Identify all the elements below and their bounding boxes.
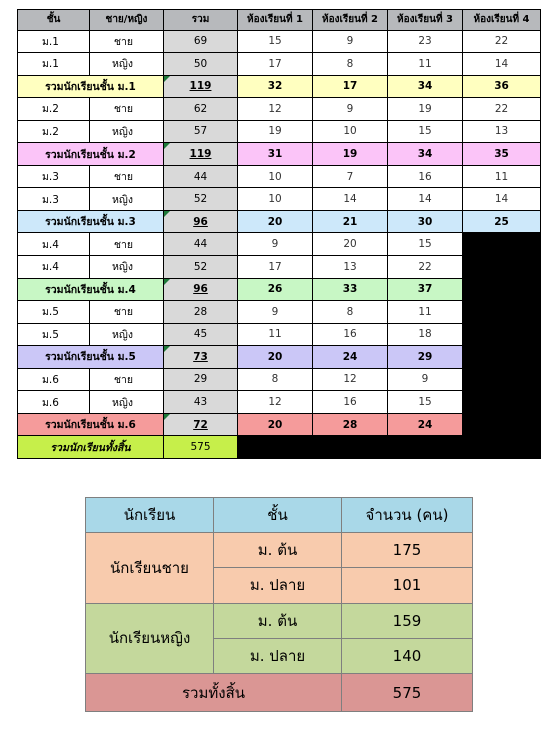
table-cell [463, 301, 541, 324]
summary-boys-label: นักเรียนชาย [86, 533, 214, 604]
table-cell: 19 [388, 98, 463, 121]
table-cell: 16 [388, 165, 463, 188]
column-header: ห้องเรียนที่ 2 [313, 10, 388, 31]
table-cell: 8 [313, 53, 388, 76]
grade-total-label: รวมนักเรียนชั้น ม.2 [18, 143, 164, 166]
table-cell: 10 [313, 120, 388, 143]
table-cell [463, 255, 541, 278]
table-cell: 9 [388, 368, 463, 391]
table-cell: ชาย [90, 233, 164, 256]
summary-header-count: จำนวน (คน) [342, 498, 473, 533]
summary-count: 175 [342, 533, 473, 568]
summary-row-girls-lower [86, 603, 473, 638]
table-row [18, 188, 541, 211]
table-cell: 12 [238, 391, 313, 414]
table-cell: 12 [313, 368, 388, 391]
table-cell: 19 [313, 143, 388, 166]
grade-total-value: 73 [164, 346, 238, 369]
table-cell: 9 [238, 233, 313, 256]
table-row [18, 391, 541, 414]
table-cell: 26 [238, 278, 313, 301]
table-cell: หญิง [90, 323, 164, 346]
summary-girls-label: นักเรียนหญิง [86, 603, 214, 674]
table-cell: ชาย [90, 98, 164, 121]
column-header: ห้องเรียนที่ 4 [463, 10, 541, 31]
table-cell: หญิง [90, 120, 164, 143]
table-cell: 17 [313, 75, 388, 98]
table-cell: 44 [164, 233, 238, 256]
table-cell: ม.4 [18, 255, 90, 278]
table-row [18, 368, 541, 391]
summary-level: ม. ปลาย [214, 568, 342, 603]
table-row [18, 301, 541, 324]
table-cell [463, 278, 541, 301]
table-cell: 34 [388, 143, 463, 166]
table-cell: 20 [313, 233, 388, 256]
table-cell [463, 391, 541, 414]
table-cell [463, 346, 541, 369]
grade-total-row [18, 75, 541, 98]
table-cell: 19 [238, 120, 313, 143]
table-cell: 15 [388, 391, 463, 414]
table-cell: 57 [164, 120, 238, 143]
table-cell: 45 [164, 323, 238, 346]
table-cell: 13 [463, 120, 541, 143]
table-cell: 24 [313, 346, 388, 369]
column-header: ห้องเรียนที่ 1 [238, 10, 313, 31]
table-cell: 34 [388, 75, 463, 98]
grade-total-value: 119 [164, 143, 238, 166]
blank-filled-area [238, 436, 541, 459]
table-cell: หญิง [90, 255, 164, 278]
summary-level: ม. ปลาย [214, 638, 342, 673]
grade-total-row [18, 278, 541, 301]
table-cell [463, 233, 541, 256]
grade-total-label: รวมนักเรียนชั้น ม.1 [18, 75, 164, 98]
table-cell: 20 [238, 413, 313, 436]
table-cell: 28 [164, 301, 238, 324]
grade-total-row [18, 143, 541, 166]
summary-count: 140 [342, 638, 473, 673]
grade-total-label: รวมนักเรียนชั้น ม.3 [18, 210, 164, 233]
table-row [18, 98, 541, 121]
table-row [18, 233, 541, 256]
summary-header-row [86, 498, 473, 533]
table-cell: 23 [388, 30, 463, 53]
grade-total-label: รวมนักเรียนชั้น ม.4 [18, 278, 164, 301]
table-cell: ม.2 [18, 98, 90, 121]
table-cell: ม.6 [18, 368, 90, 391]
table-cell: ม.1 [18, 53, 90, 76]
table-cell: 22 [388, 255, 463, 278]
table-cell: ม.2 [18, 120, 90, 143]
table-cell: 16 [313, 323, 388, 346]
table-cell: 10 [238, 188, 313, 211]
student-count-table [17, 9, 541, 459]
column-header: ชาย/หญิง [90, 10, 164, 31]
table-cell: 13 [313, 255, 388, 278]
table-cell: 12 [238, 98, 313, 121]
summary-count: 159 [342, 603, 473, 638]
table-row [18, 165, 541, 188]
table-cell: 69 [164, 30, 238, 53]
table-cell: 30 [388, 210, 463, 233]
grade-total-value: 119 [164, 75, 238, 98]
grade-total-value: 96 [164, 278, 238, 301]
table-cell: 52 [164, 255, 238, 278]
table-cell: 7 [313, 165, 388, 188]
table-cell: 21 [313, 210, 388, 233]
summary-total-row [86, 674, 473, 712]
table-cell: 17 [238, 53, 313, 76]
grade-total-row [18, 413, 541, 436]
summary-header-level: ชั้น [214, 498, 342, 533]
table-cell: 11 [388, 53, 463, 76]
grade-total-value: 96 [164, 210, 238, 233]
table-cell: 9 [313, 98, 388, 121]
table-cell: 14 [313, 188, 388, 211]
table-cell [463, 413, 541, 436]
table-cell: 11 [238, 323, 313, 346]
table-cell: 44 [164, 165, 238, 188]
grade-total-row [18, 210, 541, 233]
table-cell: หญิง [90, 188, 164, 211]
table-cell: ม.3 [18, 165, 90, 188]
table-cell: 36 [463, 75, 541, 98]
summary-table [85, 497, 473, 712]
table-cell [463, 323, 541, 346]
grand-total-value: 575 [164, 436, 238, 459]
table-cell: 15 [388, 120, 463, 143]
table-cell: 18 [388, 323, 463, 346]
summary-total-value: 575 [342, 674, 473, 712]
summary-row-boys-lower [86, 533, 473, 568]
table-cell: 62 [164, 98, 238, 121]
table-cell: 22 [463, 30, 541, 53]
table-cell: 31 [238, 143, 313, 166]
grade-total-label: รวมนักเรียนชั้น ม.6 [18, 413, 164, 436]
table-row [18, 30, 541, 53]
table-cell: 52 [164, 188, 238, 211]
table-cell: 33 [313, 278, 388, 301]
table-cell: 20 [238, 210, 313, 233]
summary-level: ม. ต้น [214, 533, 342, 568]
summary-total-label: รวมทั้งสิ้น [86, 674, 342, 712]
table-cell: 37 [388, 278, 463, 301]
table-cell: 11 [388, 301, 463, 324]
table-cell [463, 368, 541, 391]
table-row [18, 255, 541, 278]
grade-total-row [18, 346, 541, 369]
table-cell: 50 [164, 53, 238, 76]
table-cell: 8 [313, 301, 388, 324]
table-cell: หญิง [90, 53, 164, 76]
grade-total-value: 72 [164, 413, 238, 436]
table-cell: หญิง [90, 391, 164, 414]
table-cell: 16 [313, 391, 388, 414]
summary-count: 101 [342, 568, 473, 603]
table-cell: ชาย [90, 165, 164, 188]
table-cell: ม.6 [18, 391, 90, 414]
table-cell: 24 [388, 413, 463, 436]
table-cell: 35 [463, 143, 541, 166]
summary-level: ม. ต้น [214, 603, 342, 638]
table-cell: 14 [388, 188, 463, 211]
table-cell: 22 [463, 98, 541, 121]
grade-total-label: รวมนักเรียนชั้น ม.5 [18, 346, 164, 369]
table-cell: 9 [313, 30, 388, 53]
table-cell: 14 [463, 53, 541, 76]
column-header: ห้องเรียนที่ 3 [388, 10, 463, 31]
grand-total-row [18, 436, 541, 459]
table-cell: 17 [238, 255, 313, 278]
table-cell: 9 [238, 301, 313, 324]
table-cell: 43 [164, 391, 238, 414]
table-cell: 10 [238, 165, 313, 188]
column-header: ชั้น [18, 10, 90, 31]
table-cell: ม.3 [18, 188, 90, 211]
table-row [18, 120, 541, 143]
table-cell: ชาย [90, 30, 164, 53]
table-cell: ม.5 [18, 323, 90, 346]
table-row [18, 323, 541, 346]
table-cell: 25 [463, 210, 541, 233]
table-row [18, 53, 541, 76]
table-cell: ม.4 [18, 233, 90, 256]
summary-header-student: นักเรียน [86, 498, 214, 533]
table-cell: ชาย [90, 368, 164, 391]
table-cell: ม.1 [18, 30, 90, 53]
table-cell: 11 [463, 165, 541, 188]
table-cell: 15 [238, 30, 313, 53]
table-cell: 20 [238, 346, 313, 369]
table-cell: 14 [463, 188, 541, 211]
grand-total-label: รวมนักเรียนทั้งสิ้น [18, 436, 164, 459]
table-cell: 28 [313, 413, 388, 436]
table-cell: ม.5 [18, 301, 90, 324]
table-cell: ชาย [90, 301, 164, 324]
table-cell: 8 [238, 368, 313, 391]
student-count-table-body [18, 10, 541, 459]
table-cell: 15 [388, 233, 463, 256]
table-cell: 29 [164, 368, 238, 391]
table-header-row [18, 10, 541, 31]
table-cell: 29 [388, 346, 463, 369]
column-header: รวม [164, 10, 238, 31]
table-cell: 32 [238, 75, 313, 98]
